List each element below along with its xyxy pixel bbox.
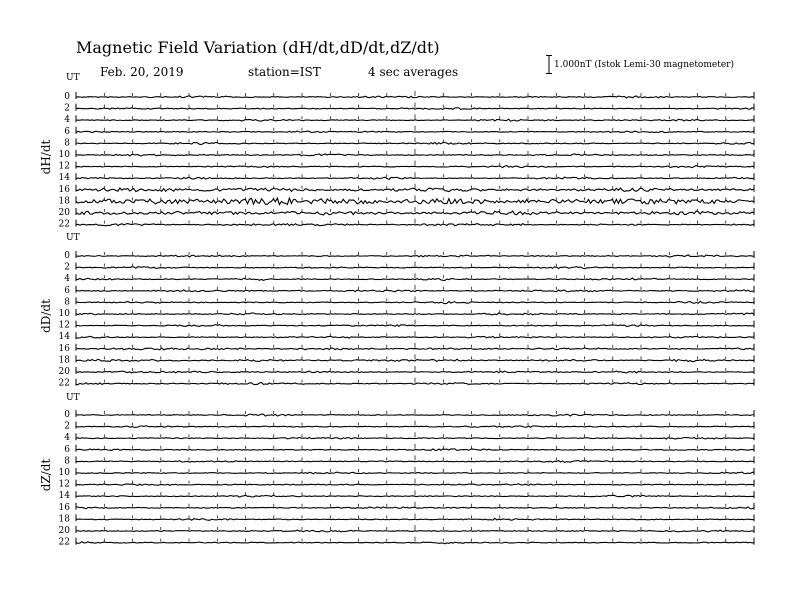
- series-trace-8: [76, 460, 754, 462]
- hour-label: 6: [64, 126, 70, 137]
- hour-label: 16: [58, 343, 70, 354]
- series-trace-2: [76, 267, 754, 269]
- hour-label: 2: [64, 421, 70, 432]
- hour-label: 4: [64, 115, 70, 126]
- hour-label: 12: [58, 161, 70, 172]
- time-axis-label: UT: [66, 73, 80, 83]
- hour-label: 12: [58, 479, 70, 490]
- hour-label: 10: [58, 150, 70, 160]
- panel-dz-dt: [39, 393, 754, 548]
- series-trace-18: [76, 518, 754, 520]
- hour-label: 0: [64, 92, 70, 102]
- series-trace-12: [76, 325, 754, 327]
- series-trace-12: [76, 484, 754, 486]
- hour-label: 8: [64, 456, 70, 467]
- hour-label: 14: [58, 491, 70, 502]
- hour-label: 4: [64, 433, 70, 444]
- hour-label: 12: [58, 320, 70, 331]
- hour-label: 22: [58, 219, 70, 230]
- y-axis-label: dH/dt: [39, 139, 53, 175]
- hour-label: 0: [64, 410, 70, 420]
- series-trace-14: [76, 495, 754, 497]
- date-label: Feb. 20, 2019: [100, 65, 184, 79]
- hour-label: 6: [64, 444, 70, 455]
- hour-label: 10: [58, 309, 70, 319]
- series-trace-16: [76, 188, 754, 192]
- hour-label: 22: [58, 537, 70, 548]
- series-trace-6: [76, 131, 754, 133]
- series-trace-0: [76, 96, 754, 98]
- panel-dh-dt: [39, 73, 754, 230]
- series-trace-8: [76, 142, 754, 144]
- hour-label: 20: [58, 208, 70, 218]
- series-trace-14: [76, 177, 754, 179]
- time-axis-label: UT: [66, 233, 80, 243]
- series-trace-4: [76, 119, 754, 121]
- hour-label: 4: [64, 274, 70, 285]
- series-trace-2: [76, 426, 754, 428]
- series-trace-22: [76, 383, 754, 385]
- series-trace-18: [76, 359, 754, 361]
- series-trace-16: [76, 507, 754, 509]
- hour-label: 18: [58, 514, 70, 525]
- series-trace-20: [76, 530, 754, 532]
- series-trace-22: [76, 224, 754, 226]
- hour-label: 6: [64, 285, 70, 296]
- hour-label: 2: [64, 103, 70, 114]
- series-trace-20: [76, 371, 754, 373]
- series-trace-4: [76, 278, 754, 280]
- y-axis-label: dD/dt: [39, 299, 53, 333]
- hour-label: 20: [58, 526, 70, 536]
- series-trace-10: [76, 472, 754, 474]
- series-trace-6: [76, 290, 754, 292]
- time-axis-label: UT: [66, 393, 80, 403]
- hour-label: 20: [58, 367, 70, 377]
- series-trace-14: [76, 336, 754, 338]
- scale-label: 1.000nT (Istok Lemi-30 magnetometer): [554, 60, 734, 70]
- hour-label: 22: [58, 378, 70, 389]
- series-trace-10: [76, 313, 754, 315]
- series-trace-8: [76, 301, 754, 303]
- hour-label: 10: [58, 468, 70, 478]
- hour-label: 2: [64, 262, 70, 273]
- series-trace-2: [76, 108, 754, 110]
- series-trace-0: [76, 255, 754, 257]
- y-axis-label: dZ/dt: [39, 458, 53, 492]
- series-trace-10: [76, 154, 754, 156]
- averaging-label: 4 sec averages: [368, 65, 459, 79]
- hour-label: 18: [58, 196, 70, 207]
- series-trace-12: [76, 166, 754, 168]
- hour-label: 18: [58, 355, 70, 366]
- series-trace-16: [76, 348, 754, 350]
- series-trace-6: [76, 449, 754, 450]
- hour-label: 16: [58, 184, 70, 195]
- station-label: station=IST: [248, 65, 321, 79]
- hour-label: 16: [58, 502, 70, 513]
- series-trace-4: [76, 437, 754, 439]
- hour-label: 14: [58, 332, 70, 343]
- hour-label: 14: [58, 173, 70, 184]
- chart-title: Magnetic Field Variation (dH/dt,dD/dt,dZ/dt): [76, 38, 440, 57]
- panel-dd-dt: [39, 233, 754, 389]
- series-trace-0: [76, 414, 754, 416]
- hour-label: 0: [64, 251, 70, 261]
- hour-label: 8: [64, 138, 70, 149]
- series-trace-22: [76, 542, 754, 544]
- hour-label: 8: [64, 297, 70, 308]
